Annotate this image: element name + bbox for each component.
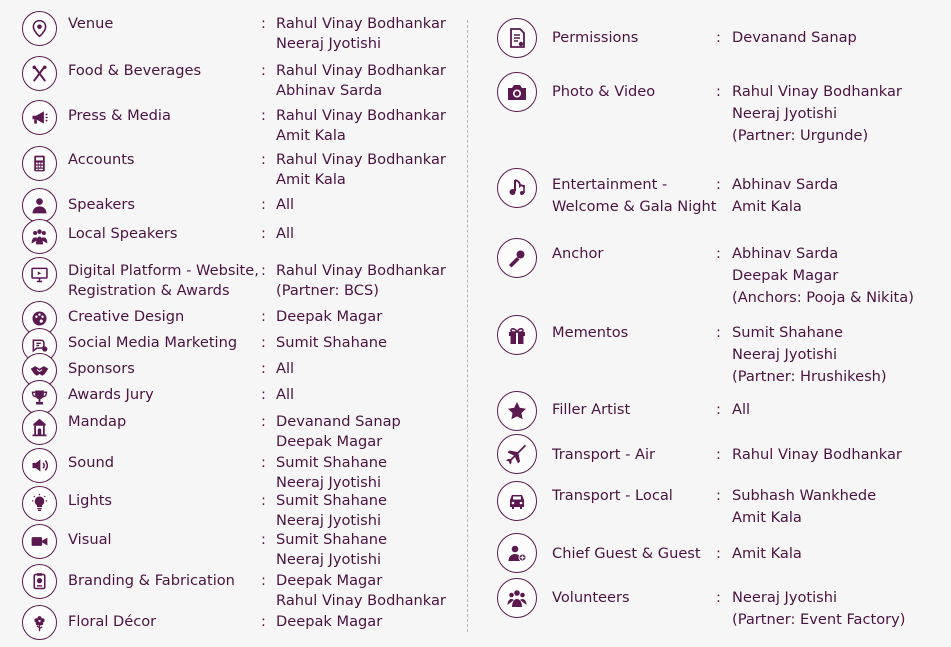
gift-icon	[497, 315, 537, 355]
lightbulb-icon	[22, 486, 57, 521]
committee-label: Press & Media	[68, 107, 171, 124]
owner-name: Neeraj Jyotishi	[732, 105, 838, 122]
owner-name: All	[276, 225, 295, 242]
separator-colon: :	[716, 487, 721, 504]
owner-names	[276, 150, 446, 190]
owner-names	[276, 224, 294, 244]
owner-names	[732, 28, 857, 50]
owner-names	[276, 261, 446, 301]
owner-name: Sumit Shahane	[276, 492, 388, 509]
owner-name: Devanand Sanap	[732, 29, 857, 46]
committee-label: Photo & Video	[552, 83, 656, 100]
committee-label: Sponsors	[68, 360, 135, 377]
owner-name: (Partner: Hrushikesh)	[732, 368, 887, 385]
airplane-icon	[497, 434, 537, 474]
committee-label: Local Speakers	[68, 225, 178, 242]
owner-names	[276, 612, 382, 632]
speaker-person-icon	[22, 188, 57, 223]
camera-icon	[497, 72, 537, 112]
committee-label: Transport - Air	[552, 446, 656, 463]
separator-colon: :	[716, 545, 721, 562]
committee-label: Sound	[68, 454, 114, 471]
owner-name: Neeraj Jyotishi	[732, 589, 838, 606]
separator-colon: :	[261, 572, 266, 589]
owner-name: Rahul Vinay Bodhankar	[732, 83, 902, 100]
owner-names	[276, 14, 446, 54]
owner-name: (Partner: Event Factory)	[732, 611, 906, 628]
owner-names	[276, 412, 401, 452]
owner-name: Neeraj Jyotishi	[276, 474, 382, 491]
flower-icon	[22, 605, 57, 640]
separator-colon: :	[261, 360, 266, 377]
owner-name: Neeraj Jyotishi	[732, 346, 838, 363]
separator-colon: :	[261, 413, 266, 430]
owner-name: Rahul Vinay Bodhankar	[276, 262, 446, 279]
committee-label: Digital Platform - Website, Registration & Awards	[68, 262, 259, 299]
owner-name: Amit Kala	[276, 127, 346, 144]
committee-label: Lights	[68, 492, 113, 509]
owner-names	[732, 244, 914, 310]
owner-names	[732, 486, 876, 530]
owner-name: Rahul Vinay Bodhankar	[732, 446, 902, 463]
owner-name: Subhash Wankhede	[732, 487, 877, 504]
owner-name: Neeraj Jyotishi	[276, 35, 382, 52]
committee-label: Permissions	[552, 29, 639, 46]
committee-label: Speakers	[68, 196, 135, 213]
committee-label: Volunteers	[552, 589, 630, 606]
owner-names	[276, 385, 294, 405]
separator-colon: :	[261, 492, 266, 509]
owner-names	[732, 82, 902, 148]
owner-names	[276, 307, 382, 327]
owner-name: All	[276, 360, 295, 377]
owner-name: All	[732, 401, 751, 418]
owner-name: Deepak Magar	[276, 613, 383, 630]
owner-names	[276, 530, 387, 570]
committee-label: Awards Jury	[68, 386, 154, 403]
sound-icon	[22, 448, 57, 483]
owner-name: Rahul Vinay Bodhankar	[276, 62, 446, 79]
separator-colon: :	[261, 225, 266, 242]
owner-name: Sumit Shahane	[276, 454, 388, 471]
separator-colon: :	[716, 29, 721, 46]
owner-name: (Partner: BCS)	[276, 282, 379, 299]
separator-colon: :	[716, 245, 721, 262]
music-note-icon	[497, 168, 537, 208]
owner-names	[732, 323, 887, 389]
separator-colon: :	[716, 83, 721, 100]
guest-icon	[497, 533, 537, 573]
owner-name: Rahul Vinay Bodhankar	[276, 15, 446, 32]
owner-name: Deepak Magar	[732, 267, 839, 284]
committee-label: Anchor	[552, 245, 604, 262]
owner-names	[732, 445, 902, 467]
owner-name: Abhinav Sarda	[276, 82, 383, 99]
separator-colon: :	[716, 589, 721, 606]
owner-name: Deepak Magar	[276, 572, 383, 589]
separator-colon: :	[716, 176, 721, 193]
separator-colon: :	[261, 262, 266, 279]
committee-label: Food & Beverages	[68, 62, 202, 79]
owner-name: Rahul Vinay Bodhankar	[276, 592, 446, 609]
venue-pin-icon	[22, 11, 57, 46]
owner-names	[732, 588, 905, 632]
committee-label: Branding & Fabrication	[68, 572, 235, 589]
owner-name: Amit Kala	[732, 198, 802, 215]
owner-names	[276, 359, 294, 379]
owner-name: Devanand Sanap	[276, 413, 401, 430]
committee-label: Venue	[68, 15, 114, 32]
owner-name: Deepak Magar	[276, 308, 383, 325]
separator-colon: :	[261, 62, 266, 79]
owner-names	[732, 175, 838, 219]
owner-name: All	[276, 386, 295, 403]
owner-names	[276, 106, 446, 146]
owner-name: Amit Kala	[276, 171, 346, 188]
owner-name: Neeraj Jyotishi	[276, 512, 382, 529]
document-icon	[497, 18, 537, 58]
separator-colon: :	[261, 386, 266, 403]
separator-colon: :	[716, 446, 721, 463]
owner-name: All	[276, 196, 295, 213]
separator-colon: :	[261, 15, 266, 32]
owner-names	[276, 571, 446, 611]
monitor-icon	[22, 257, 57, 292]
owner-name: Amit Kala	[732, 509, 802, 526]
committee-label: Chief Guest & Guest	[552, 545, 701, 562]
committee-label: Floral Décor	[68, 613, 157, 630]
video-camera-icon	[22, 524, 57, 559]
separator-colon: :	[261, 531, 266, 548]
group-people-icon	[22, 219, 57, 254]
mandap-icon	[22, 410, 57, 445]
owner-name: (Partner: Urgunde)	[732, 127, 869, 144]
separator-colon: :	[716, 401, 721, 418]
committee-label: Mandap	[68, 413, 127, 430]
committee-label: Accounts	[68, 151, 135, 168]
owner-name: Rahul Vinay Bodhankar	[276, 151, 446, 168]
committee-label: Creative Design	[68, 308, 185, 325]
owner-names	[276, 61, 446, 101]
owner-names	[276, 195, 294, 215]
separator-colon: :	[261, 308, 266, 325]
owner-name: Deepak Magar	[276, 433, 383, 450]
owner-names	[276, 491, 387, 531]
separator-colon: :	[261, 107, 266, 124]
separator-colon: :	[261, 454, 266, 471]
separator-colon: :	[261, 613, 266, 630]
owner-name: Abhinav Sarda	[732, 176, 839, 193]
committee-label: Social Media Marketing	[68, 334, 238, 351]
separator-colon: :	[261, 334, 266, 351]
committee-label: Entertainment - Welcome & Gala Night	[552, 176, 717, 215]
column-divider	[467, 20, 468, 632]
owner-name: (Anchors: Pooja & Nikita)	[732, 289, 914, 306]
volunteers-icon	[497, 578, 537, 618]
owner-name: Neeraj Jyotishi	[276, 551, 382, 568]
calculator-icon	[22, 146, 57, 181]
owner-name: Sumit Shahane	[732, 324, 844, 341]
separator-colon: :	[261, 151, 266, 168]
committee-label: Mementos	[552, 324, 629, 341]
star-icon	[497, 391, 537, 431]
car-icon	[497, 481, 537, 521]
owner-names	[276, 453, 387, 493]
committee-label: Filler Artist	[552, 401, 631, 418]
owner-name: Amit Kala	[732, 545, 802, 562]
committee-label: Transport - Local	[552, 487, 673, 504]
owner-names	[732, 400, 750, 422]
owner-name: Rahul Vinay Bodhankar	[276, 107, 446, 124]
owner-name: Abhinav Sarda	[732, 245, 839, 262]
owner-name: Sumit Shahane	[276, 531, 388, 548]
fork-knife-icon	[22, 56, 57, 91]
megaphone-icon	[22, 100, 57, 135]
owner-names	[276, 333, 387, 353]
separator-colon: :	[716, 324, 721, 341]
branding-icon	[22, 564, 57, 599]
owner-name: Sumit Shahane	[276, 334, 388, 351]
committee-label: Visual	[68, 531, 112, 548]
separator-colon: :	[261, 196, 266, 213]
owner-names	[732, 544, 802, 566]
microphone-icon	[497, 238, 537, 278]
